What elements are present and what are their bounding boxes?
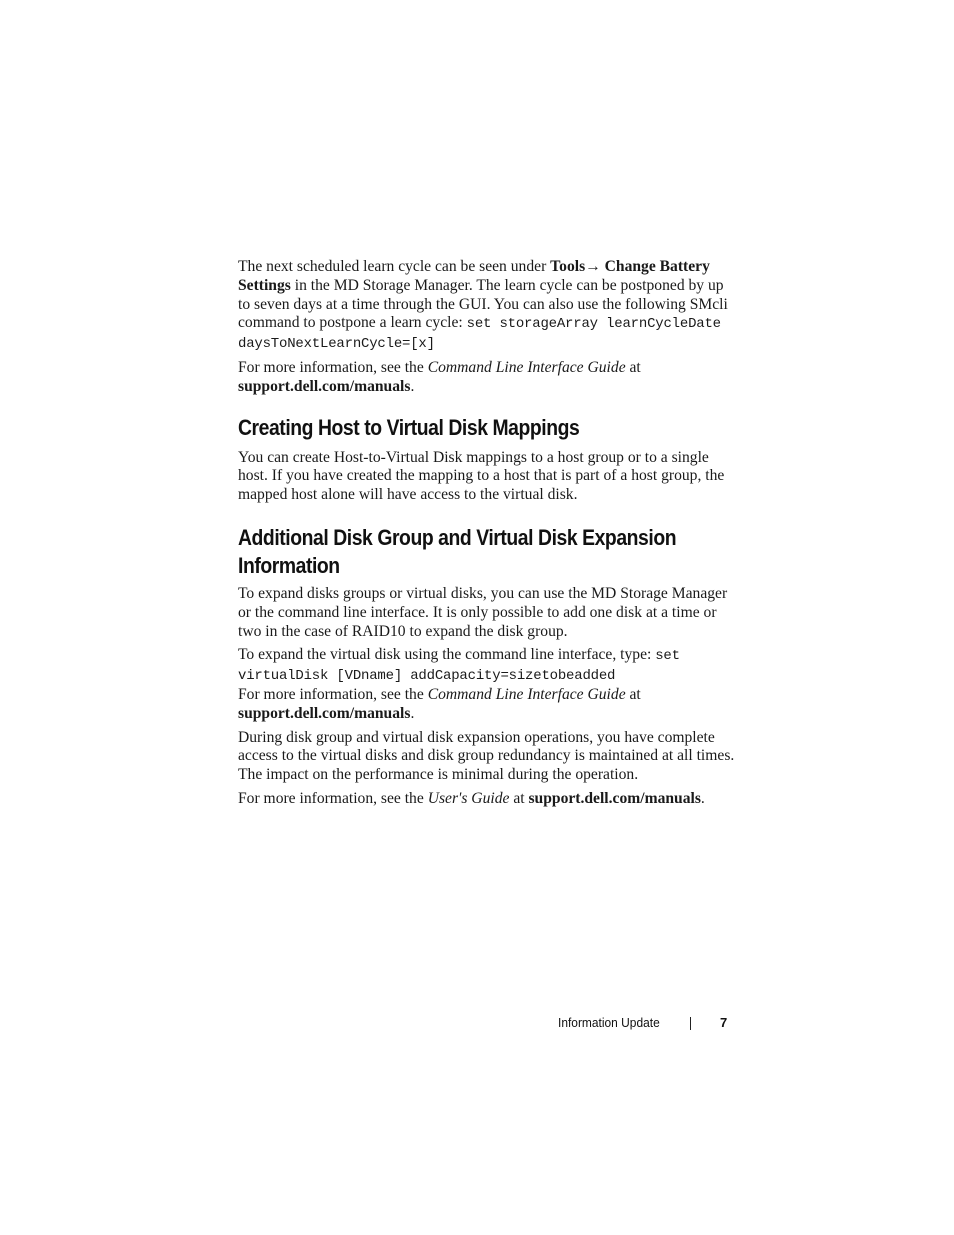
support-link[interactable]: support.dell.com/manuals [238, 704, 411, 722]
add-capacity-command: set virtualDisk [VDname] addCapacity=sizetobeadded [238, 648, 680, 685]
smcli-command: set storageArray learnCycleDate daysToNextLearnCycle=[x] [238, 316, 721, 353]
page-number: 7 [720, 1015, 728, 1030]
heading-disk-expansion: Additional Disk Group and Virtual Disk Expansion Information [238, 524, 677, 578]
footer-separator [690, 1017, 691, 1030]
menu-path-tools: Tools [550, 258, 586, 275]
menu-path-change-battery-settings: Change Battery Settings [238, 258, 710, 294]
users-guide-paragraph: For more information, see the User's Guide at support.dell.com/manuals. [238, 789, 705, 807]
expansion-paragraph: To expand disks groups or virtual disks, you can use the MD Storage Manager or the command line interface. It is only possible to add one disk at a time or two in the case of RAID10 to expand the disk group. [238, 584, 728, 640]
arrow-icon: → [585, 258, 601, 275]
cli-guide-title: Command Line Interface Guide [427, 358, 626, 376]
cli-guide-title: Command Line Interface Guide [427, 685, 626, 703]
support-link[interactable]: support.dell.com/manuals [528, 789, 701, 807]
page-content [238, 258, 738, 809]
learn-cycle-paragraph: The next scheduled learn cycle can be seen under Tools→ Change Battery Settings in the MD Storage Manager. The learn cycle can be postponed by up to seven days at a time through the GUI. You can also use the following SMcli command to postpone a learn cycle: set storageArray learnCycleDate daysToNextLearnCycle=[x] [238, 258, 728, 353]
host-mappings-paragraph: You can create Host-to-Virtual Disk mappings to a host group or to a single host. If you have created the mapping to a host that is part of a host group, the mapped host alone will have access to the virtual disk. [238, 448, 725, 504]
heading-host-mappings: Creating Host to Virtual Disk Mappings [238, 414, 580, 440]
expansion-operations-paragraph: During disk group and virtual disk expansion operations, you have complete access to the virtual disks and disk group redundancy is maintained at all times. The impact on the performance is minimal during the operation. [238, 728, 735, 784]
cli-guide-paragraph: For more information, see the Command Line Interface Guide at support.dell.com/manuals. [238, 358, 641, 395]
footer-title: Information Update [558, 1015, 660, 1030]
expand-cli-paragraph: To expand the virtual disk using the command line interface, type: set virtualDisk [VDname] addCapacity=sizetobeadded For more information, see the Command Line Interface Guide at support.dell.com/manuals. [238, 646, 680, 722]
support-link[interactable]: support.dell.com/manuals [238, 377, 411, 395]
users-guide-title: User's Guide [427, 789, 510, 807]
